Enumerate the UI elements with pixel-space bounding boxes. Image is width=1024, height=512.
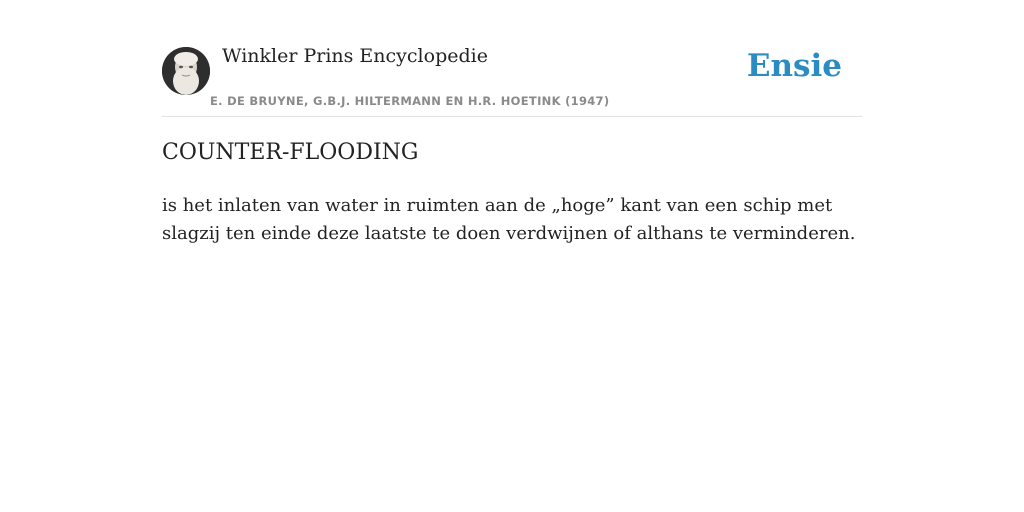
source-title[interactable]: Winkler Prins Encyclopedie [222, 45, 488, 67]
entry-title: COUNTER-FLOODING [162, 140, 419, 165]
portrait-icon [162, 47, 210, 95]
author-avatar [162, 47, 210, 95]
source-authors: E. DE BRUYNE, G.B.J. HILTERMANN EN H.R. HOETINK (1947) [210, 94, 610, 108]
ensie-logo-link[interactable]: Ensie [746, 48, 842, 84]
entry-definition: is het inlaten van water in ruimten aan de „hoge” kant van een schip met slagzij ten einde deze laatste te doen verdwijnen of althans te verminderen. [162, 195, 856, 244]
source-header [162, 40, 862, 117]
